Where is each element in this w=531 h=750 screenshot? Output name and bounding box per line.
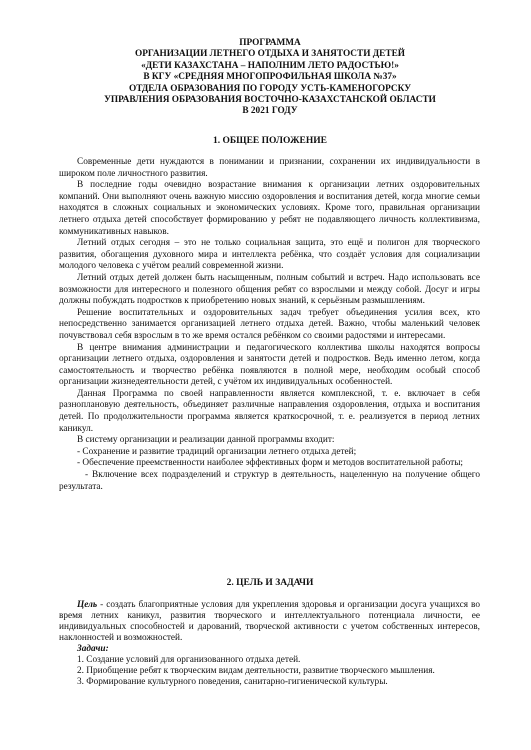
header-line: «ДЕТИ КАЗАХСТАНА – НАПОЛНИМ ЛЕТО РАДОСТЬЮ!»	[141, 60, 399, 71]
paragraph: Летний отдых детей должен быть насыщенным, полным событий и встреч. Надо использовать все возможности для интересного и полезного общения ребят со взрослыми и между собой. Досуг и игры должны побуждать подростков к приобретению новых знаний, к серьёзным размышлениям.	[59, 272, 480, 307]
paragraph: В центре внимания администрации и педагогического коллектива школы находятся вопросы организации летнего отдыха, оздоровления и занятости детей и подростков. Ведь именно летом, когда самостоятельность и творчество ребёнка появляются в полной мере, необходим особый способ организации жизнедеятельности детей, с учётом их индивидуальных особенностей.	[59, 342, 480, 388]
list-item: - Сохранение и развитие традиций организации летнего отдыха детей;	[77, 446, 357, 457]
paragraph: Современные дети нуждаются в понимании и признании, сохранении их индивидуальности в широком поле личностного развития.	[59, 157, 480, 179]
header-line: ОРГАНИЗАЦИИ ЛЕТНЕГО ОТДЫХА И ЗАНЯТОСТИ ДЕТЕЙ	[135, 49, 405, 60]
task-item: 2. Приобщение ребят к творческим видам деятельности, развитие творческого мышления.	[77, 666, 435, 676]
header-line: В КГУ «СРЕДНЯЯ МНОГОПРОФИЛЬНАЯ ШКОЛА №37»	[143, 72, 397, 83]
section-2-body	[59, 600, 480, 688]
tasks-label: Задачи:	[77, 644, 109, 654]
paragraph: В последние годы очевидно возрастание внимания к организации летних оздоровительных компаний. Они выполняют очень важную миссию оздоровления и воспитания детей, когда многие семьи находятся в сложных социальных и экономических условиях. Кроме того, правильная организации летнего отдыха детей способствует формированию у ребят не подавляющего личность коллективизма, коммуникативных навыков.	[59, 180, 480, 237]
list-item: - Обеспечение преемственности наиболее эффективных форм и методов воспитательной работы;	[77, 458, 464, 469]
tasks-heading	[59, 644, 480, 655]
paragraph: Данная Программа по своей направленности является комплексной, т. е. включает в себя разноплановую деятельность, объединяет различные направления оздоровления, отдыха и воспитания детей. По продолжительности программа является краткосрочной, т. е. реализуется в период летних каникул.	[59, 388, 480, 434]
list-item: - Включение всех подразделений и структур в деятельность, нацеленную на получение общего результата.	[59, 470, 480, 492]
header-line: ПРОГРАММА	[239, 38, 301, 48]
goal-paragraph	[59, 600, 480, 644]
section-2-title: 2. ЦЕЛЬ И ЗАДАЧИ	[226, 578, 314, 588]
section-1-title: 1. ОБЩЕЕ ПОЛОЖЕНИЕ	[212, 136, 328, 146]
goal-label: Цель	[77, 600, 98, 610]
program-header	[60, 38, 480, 118]
header-line: ОТДЕЛА ОБРАЗОВАНИЯ ПО ГОРОДУ УСТЬ-КАМЕНОГОРСКУ	[128, 83, 412, 94]
paragraph: В систему организации и реализации данной программы входит:	[77, 435, 335, 446]
paragraph: Решение воспитательных и оздоровительных задач требует объединения усилия всех, кто непосредственно занимается организацией летнего отдыха детей. Важно, чтобы маленький человек почувствовал себя взрослым в то же время остался ребёнком со своими радостями и интересами.	[59, 307, 480, 341]
goal-text: - создать благоприятные условия для укрепления здоровья и организации досуга учащихся во время летних каникул, развития творческого и интеллектуального потенциала личности, ее индивидуальных способностей и дарований, творческой активности с учетом собственных интересов, наклонностей и возможностей.	[59, 600, 480, 643]
paragraph: Летний отдых сегодня – это не только социальная защита, это ещё и полигон для творческого развития, обогащения духовного мира и интеллекта ребёнка, что создаёт условия для социализации молодого человека с учётом реалий современной жизни.	[59, 238, 480, 272]
section-1-body	[59, 157, 480, 493]
task-item: 3. Формирование культурного поведения, санитарно-гигиенической культуры.	[77, 677, 388, 687]
header-line: УПРАВЛЕНИЯ ОБРАЗОВАНИЯ ВОСТОЧНО-КАЗАХСТАНСКОЙ ОБЛАСТИ	[104, 95, 436, 106]
header-line: В 2021 ГОДУ	[242, 106, 298, 117]
task-item: 1. Создание условий для организованного отдыха детей.	[77, 655, 301, 665]
